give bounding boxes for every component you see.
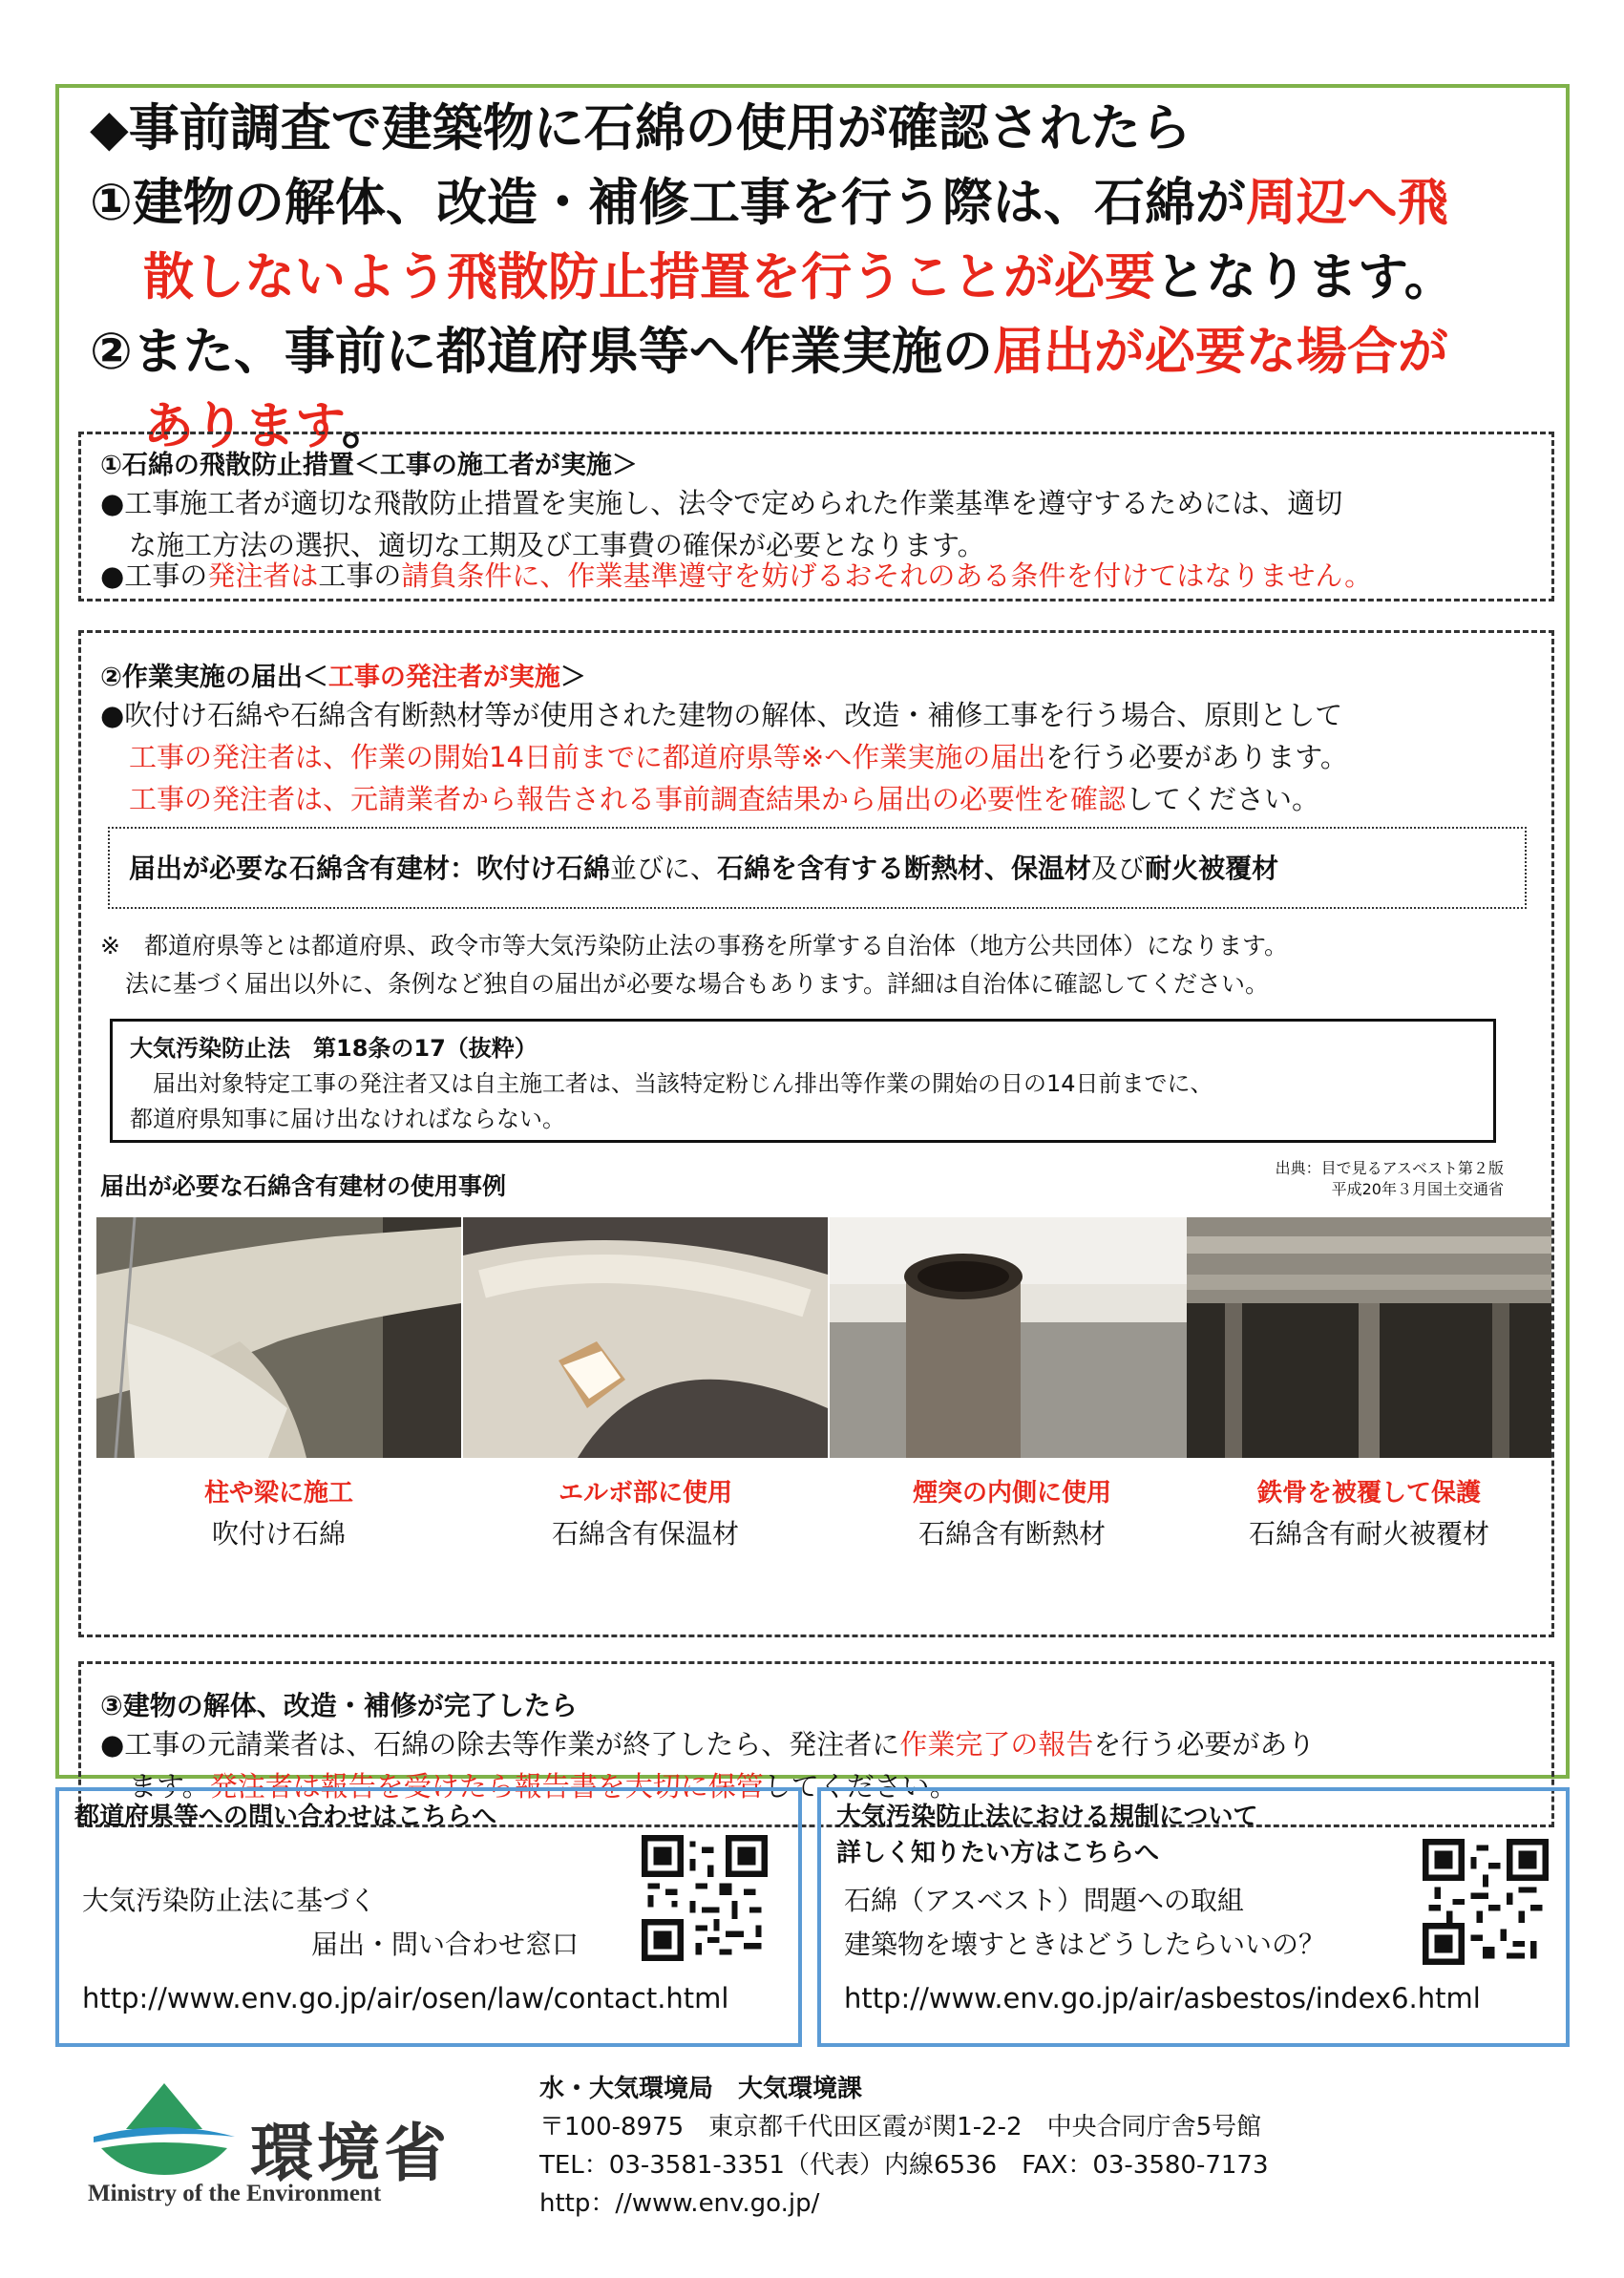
law-text: 届出対象特定工事の発注者又は自主施工者は、当該特定粉じん排出等作業の開始の日の14日前までに、: [130, 1070, 1213, 1097]
bullet-line: [100, 736, 1542, 778]
section-title: ①石綿の飛散防止措置＜工事の施工者が実施＞: [100, 451, 638, 480]
footnote-line: ※ 都道府県等とは都道府県、政令市等大気汚染防止法の事務を所掌する自治体（地方公共団体）になります。: [100, 932, 1288, 960]
bullet-text: な施工方法の選択、適切な工期及び工事費の確保が必要となります。: [129, 529, 985, 561]
example-caption-red: エルボ部に使用: [558, 1479, 732, 1508]
contact-title: 都道府県等への問い合わせはこちらへ: [74, 1803, 497, 1831]
example-caption-red: 鉄骨を被覆して保護: [1256, 1479, 1481, 1508]
contact-box-prefecture: [55, 1787, 802, 2047]
section-title: [100, 656, 586, 693]
qr-code-icon[interactable]: [642, 1835, 768, 1961]
headline-text: ②また、事前に都道府県等へ作業実施の: [90, 323, 993, 381]
title-text: ②作業実施の届出＜: [100, 663, 328, 692]
footnote-line: 法に基づく届出以外に、条例など独自の届出が必要な場合もあります。詳細は自治体に確認してください。: [125, 970, 1270, 998]
required-materials-box: [108, 827, 1527, 909]
footer-url-link[interactable]: http：//www.env.go.jp/: [539, 2189, 820, 2218]
example-caption-red: 柱や梁に施工: [203, 1479, 353, 1508]
logo-text-jp: 環境省: [250, 2116, 451, 2190]
law-excerpt-box: [110, 1019, 1496, 1143]
title-text: ＞: [559, 663, 586, 692]
bullet-text: してください。: [1126, 783, 1320, 815]
logo-text-en: Ministry of the Environment: [88, 2181, 382, 2206]
bullet-text: を行う必要があり: [1093, 1728, 1316, 1761]
bullet-highlight: 作業完了の報告: [899, 1728, 1094, 1761]
bullet-text: を行う必要があります。: [1045, 741, 1348, 773]
bullet-highlight: 発注者は: [207, 559, 319, 592]
main-frame: [55, 84, 1570, 1803]
department-name: 水・大気環境局 大気環境課: [539, 2075, 863, 2103]
example-caption: 石綿含有断熱材: [917, 1518, 1106, 1550]
bullet-text: ●工事施工者が適切な飛散防止措置を実施し、法令で定められた作業基準を遵守するためには、適切: [100, 487, 1343, 519]
contact-url-link[interactable]: http://www.env.go.jp/air/osen/law/contact.html: [82, 1982, 729, 2014]
photo-sprayed-asbestos: [96, 1217, 461, 1458]
headline-text: となります。: [1155, 248, 1455, 306]
contact-url-link[interactable]: http://www.env.go.jp/air/asbestos/index6.html: [844, 1982, 1481, 2014]
bullet-text: 工事の: [318, 559, 402, 592]
examples-title: 届出が必要な石綿含有建材の使用事例: [100, 1172, 507, 1200]
example-caption: 吹付け石綿: [211, 1518, 346, 1550]
bullet-text: ●工事の: [100, 559, 208, 592]
headline-line-3: [90, 241, 1550, 315]
bullet-highlight: 工事の発注者は、作業の開始14日前までに都道府県等※へ作業実施の届出: [129, 741, 1046, 773]
headline-line-1: ◆事前調査で建築物に石綿の使用が確認されたら: [90, 99, 1192, 158]
bullet-highlight: 工事の発注者は、元請業者から報告される事前調査結果から届出の必要性を確認: [129, 783, 1127, 815]
contact-title: [836, 1799, 1257, 1871]
footer-address: [539, 2070, 1269, 2223]
source-note: [1276, 1158, 1504, 1200]
law-text: 都道府県知事に届け出なければならない。: [130, 1106, 565, 1132]
materials-text: 及び: [1091, 853, 1146, 884]
bullet-highlight: 発注者は報告を受けたら報告書を大切に保管: [209, 1770, 764, 1803]
materials-text: 耐火被覆材: [1145, 853, 1279, 884]
law-title: 大気汚染防止法 第18条の17（抜粋）: [130, 1035, 538, 1062]
photo-chimney: [830, 1217, 1194, 1458]
headline-highlight: あります: [143, 397, 342, 455]
section-scatter-prevention: [78, 432, 1554, 601]
contact-title-line: 詳しく知りたい方はこちらへ: [836, 1839, 1160, 1867]
headline-highlight: 散しないよう飛散防止措置を行うことが必要: [143, 248, 1155, 306]
ministry-emblem-icon: [88, 2079, 241, 2179]
section-work-notification: [78, 630, 1554, 1637]
materials-text: 石綿を含有する断熱材、保温材: [717, 853, 1092, 884]
example-caption: 石綿含有保温材: [551, 1518, 739, 1550]
headline-text: ①建物の解体、改造・補修工事を行う際は、石綿が: [90, 174, 1246, 232]
headline-text: 。: [341, 397, 392, 455]
bullet-item: [100, 482, 1542, 566]
phone-fax: TEL：03-3581-3351（代表）内線6536 FAX：03-3580-7173: [539, 2151, 1269, 2180]
bullet-line: [100, 1728, 1315, 1761]
title-highlight: 工事の発注者が実施: [327, 663, 560, 692]
headline-line-2: [90, 166, 1550, 241]
bullet-text: ます。: [129, 1770, 210, 1803]
source-line: 平成20年３月国土交通省: [1331, 1180, 1504, 1198]
contact-link-demolition[interactable]: 建築物を壊すときはどうしたらいいの？: [844, 1929, 1326, 1960]
contact-link-asbestos[interactable]: 石綿（アスベスト）問題への取組: [844, 1885, 1244, 1916]
footnote: [100, 927, 1542, 1003]
contact-text: 大気汚染防止法に基づく: [82, 1885, 377, 1916]
contact-text: [844, 1879, 1325, 1967]
photo-steel-fireproofing: [1187, 1217, 1551, 1458]
contact-text: 届出・問い合わせ窓口: [311, 1929, 580, 1960]
headline-highlight: 届出が必要な場合が: [992, 323, 1448, 381]
bullet-text: ●吹付け石綿や石綿含有断熱材等が使用された建物の解体、改造・補修工事を行う場合、原則として: [100, 699, 1343, 731]
section-title: ③建物の解体、改造・補修が完了したら: [100, 1690, 578, 1721]
bullet-text: ●工事の元請業者は、石綿の除去等作業が終了したら、発注者に: [100, 1728, 900, 1761]
postal-address: 〒100-8975 東京都千代田区霞が関1-2-2 中央合同庁舎5号館: [539, 2113, 1262, 2141]
ministry-logo: [88, 2079, 470, 2213]
example-caption-red: 煙突の内側に使用: [912, 1479, 1111, 1508]
contact-title-line: 大気汚染防止法における規制について: [836, 1803, 1258, 1831]
headline-highlight: 周辺へ飛: [1245, 174, 1448, 232]
bullet-item: [100, 555, 1542, 597]
headline-line-4: [90, 315, 1550, 390]
bullet-item: [100, 694, 1542, 820]
bullet-line: [100, 778, 1542, 820]
materials-text: 届出が必要な石綿含有建材：吹付け石綿: [129, 853, 611, 884]
photo-elbow-insulation: [463, 1217, 828, 1458]
source-line: 出典：目で見るアスベスト第２版: [1275, 1159, 1504, 1177]
bullet-highlight: 請負条件に、作業基準遵守を妨げるおそれのある条件を付けてはなりません。: [401, 559, 1373, 592]
materials-text: 並びに、: [610, 853, 718, 884]
example-caption: 石綿含有耐火被覆材: [1248, 1518, 1489, 1550]
headline: [90, 92, 1550, 464]
qr-code-icon[interactable]: [1423, 1839, 1549, 1965]
bullet-text: してください。: [763, 1770, 958, 1803]
contact-box-regulations: [817, 1787, 1570, 2047]
